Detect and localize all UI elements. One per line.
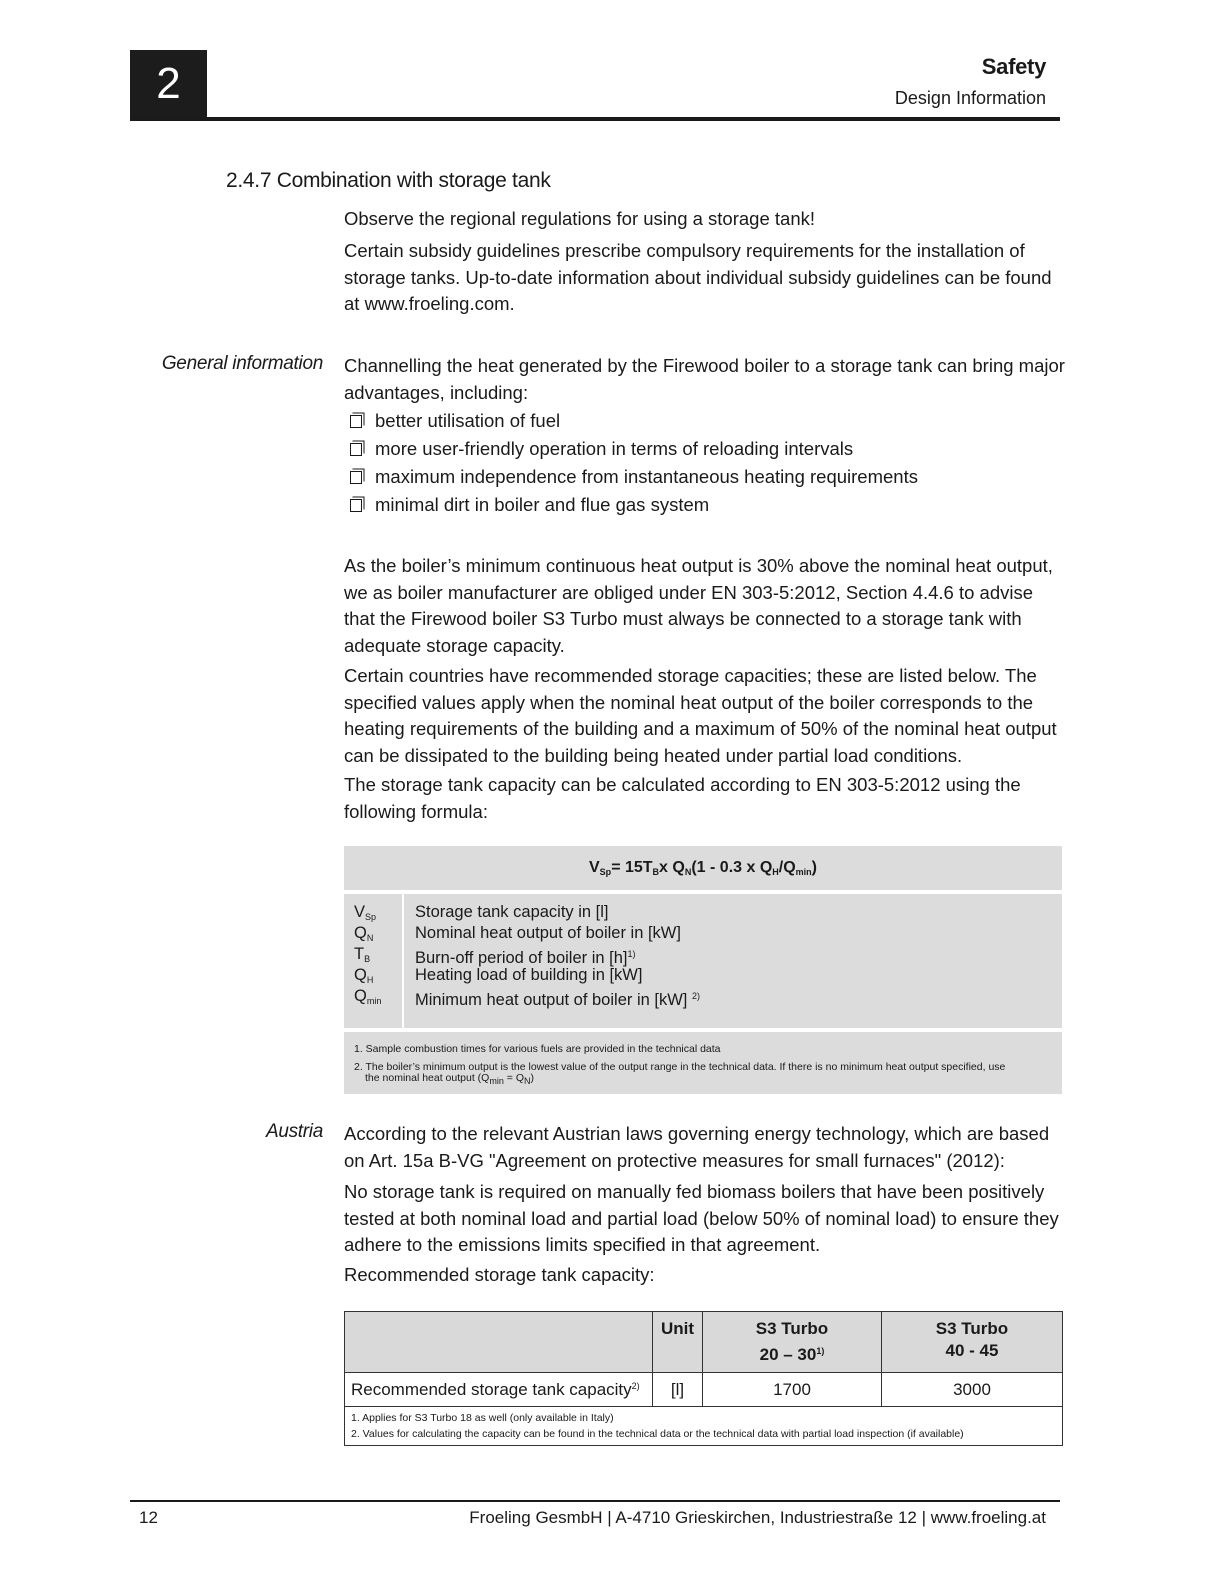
checkbox-bullet-icon xyxy=(350,471,362,484)
footnote: 1. Applies for S3 Turbo 18 as well (only available in Italy) xyxy=(351,1412,614,1424)
formula-footnotes xyxy=(344,1032,1062,1094)
footnote: the nominal heat output $(Q_{min} = Q_N)$ xyxy=(365,1072,534,1086)
table-row xyxy=(345,1373,1063,1407)
symbol-column xyxy=(344,894,404,1028)
definition: Nominal heat output of boiler in [kW] xyxy=(415,924,681,942)
footnote: 1. Sample combustion times for various fuels are provided in the technical data xyxy=(354,1043,721,1055)
table-header-model-a: S3 Turbo 20 – 30$^{1)}$ xyxy=(703,1312,882,1373)
table-cell-unit: [l] xyxy=(653,1373,703,1407)
list-item: better utilisation of fuel xyxy=(350,407,1050,435)
storage-capacity-table xyxy=(344,1311,1063,1446)
footer-company: Froeling GesmbH | A-4710 Grieskirchen, Industriestraße 12 | www.froeling.at xyxy=(469,1508,1046,1527)
list-item: minimal dirt in boiler and flue gas system xyxy=(350,491,1050,519)
footnote: 2. Values for calculating the capacity can be found in the technical data or the technical data with partial load inspection (if available) xyxy=(351,1428,964,1440)
austria-paragraph-2: No storage tank is required on manually fed biomass boilers that have been positively tested at both nominal load and partial load (below 50% of nominal load) to ensure they adhere to the emissions limits specified in that agreement. xyxy=(344,1181,1059,1255)
header-title: Safety xyxy=(981,54,1046,79)
table-header-unit: Unit xyxy=(653,1312,703,1373)
section-title: 2.4.7 Combination with storage tank xyxy=(226,169,551,192)
table-cell-label: Recommended storage tank capacity$^{2)}$ xyxy=(345,1373,653,1407)
symbol: $Q_{min}$ xyxy=(354,987,382,1006)
checkbox-bullet-icon xyxy=(350,443,362,456)
table-header-row xyxy=(345,1312,1063,1373)
advantages-list xyxy=(350,407,1050,519)
general-paragraph-1: As the boiler’s minimum continuous heat output is 30% above the nominal heat output, we as boiler manufacturer are obliged under EN 303-5:2012, Section 4.4.6 to advise that the Firewood boiler S3 Turbo must always be connected to a storage tank with adequate storage capacity. xyxy=(344,555,1053,656)
general-paragraph-3: The storage tank capacity can be calculated according to EN 303-5:2012 using the following formula: xyxy=(344,774,1021,822)
chapter-number: 2 xyxy=(130,50,207,118)
list-item: more user-friendly operation in terms of reloading intervals xyxy=(350,435,1050,463)
footer-rule xyxy=(130,1500,1060,1502)
definition: Burn-off period of boiler in $[h]^{1)}$ xyxy=(415,949,636,967)
symbol: $V_{Sp}$ xyxy=(354,903,377,922)
table-header-empty xyxy=(345,1312,653,1373)
definition: Heating load of building in [kW] xyxy=(415,966,643,984)
header-rule xyxy=(130,117,1060,121)
symbol: $T_B$ xyxy=(354,945,371,964)
general-lead: Channelling the heat generated by the Firewood boiler to a storage tank can bring major advantages, including: xyxy=(344,355,1065,403)
table-footnotes xyxy=(345,1407,1063,1446)
austria-paragraph-3: Recommended storage tank capacity: xyxy=(344,1264,655,1285)
footnote: 2. The boiler’s minimum output is the lowest value of the output range in the technical data. If there is no minimum heat output specified, use xyxy=(354,1061,1006,1073)
formula: $V_{Sp}= 15T_Bx$ $Q_N(1 - 0.3$ x $Q_H/Q_{min}$) xyxy=(344,846,1062,890)
intro-paragraph-1: Observe the regional regulations for using a storage tank! xyxy=(344,208,816,229)
definition-column xyxy=(415,902,700,1007)
table-notes-row xyxy=(345,1407,1063,1446)
checkbox-bullet-icon xyxy=(350,415,362,428)
table-cell-value-a: 1700 xyxy=(703,1373,882,1407)
checkbox-bullet-icon xyxy=(350,499,362,512)
definition: Minimum heat output of boiler in [kW] $^{2)}$ xyxy=(415,991,700,1009)
symbol: $Q_H$ xyxy=(354,966,374,985)
header-subtitle: Design Information xyxy=(894,88,1046,108)
intro-paragraph-2: Certain subsidy guidelines prescribe compulsory requirements for the installation of storage tanks. Up-to-date information about individual subsidy guidelines can be found at www.froeling.com. xyxy=(344,240,1052,314)
page-number: 12 xyxy=(139,1508,158,1527)
side-label-general: General information xyxy=(161,353,323,374)
formula-legend xyxy=(344,894,1062,1028)
side-label-austria: Austria xyxy=(265,1121,323,1142)
austria-paragraph-1: According to the relevant Austrian laws governing energy technology, which are based on Art. 15a B-VG "Agreement on protective measures for small furnaces" (2012): xyxy=(344,1123,1050,1171)
table-header-model-b: S3 Turbo 40 - 45 xyxy=(882,1312,1063,1373)
list-item: maximum independence from instantaneous heating requirements xyxy=(350,463,1050,491)
definition: Storage tank capacity in [l] xyxy=(415,903,609,921)
symbol: $Q_N$ xyxy=(354,924,374,943)
general-paragraph-2: Certain countries have recommended storage capacities; these are listed below. The specified values apply when the nominal heat output of the boiler corresponds to the heating requirements of the building and a maximum of 50% of the nominal heat output can be dissipated to the building being heated under partial load conditions. xyxy=(344,665,1057,766)
table-cell-value-b: 3000 xyxy=(882,1373,1063,1407)
